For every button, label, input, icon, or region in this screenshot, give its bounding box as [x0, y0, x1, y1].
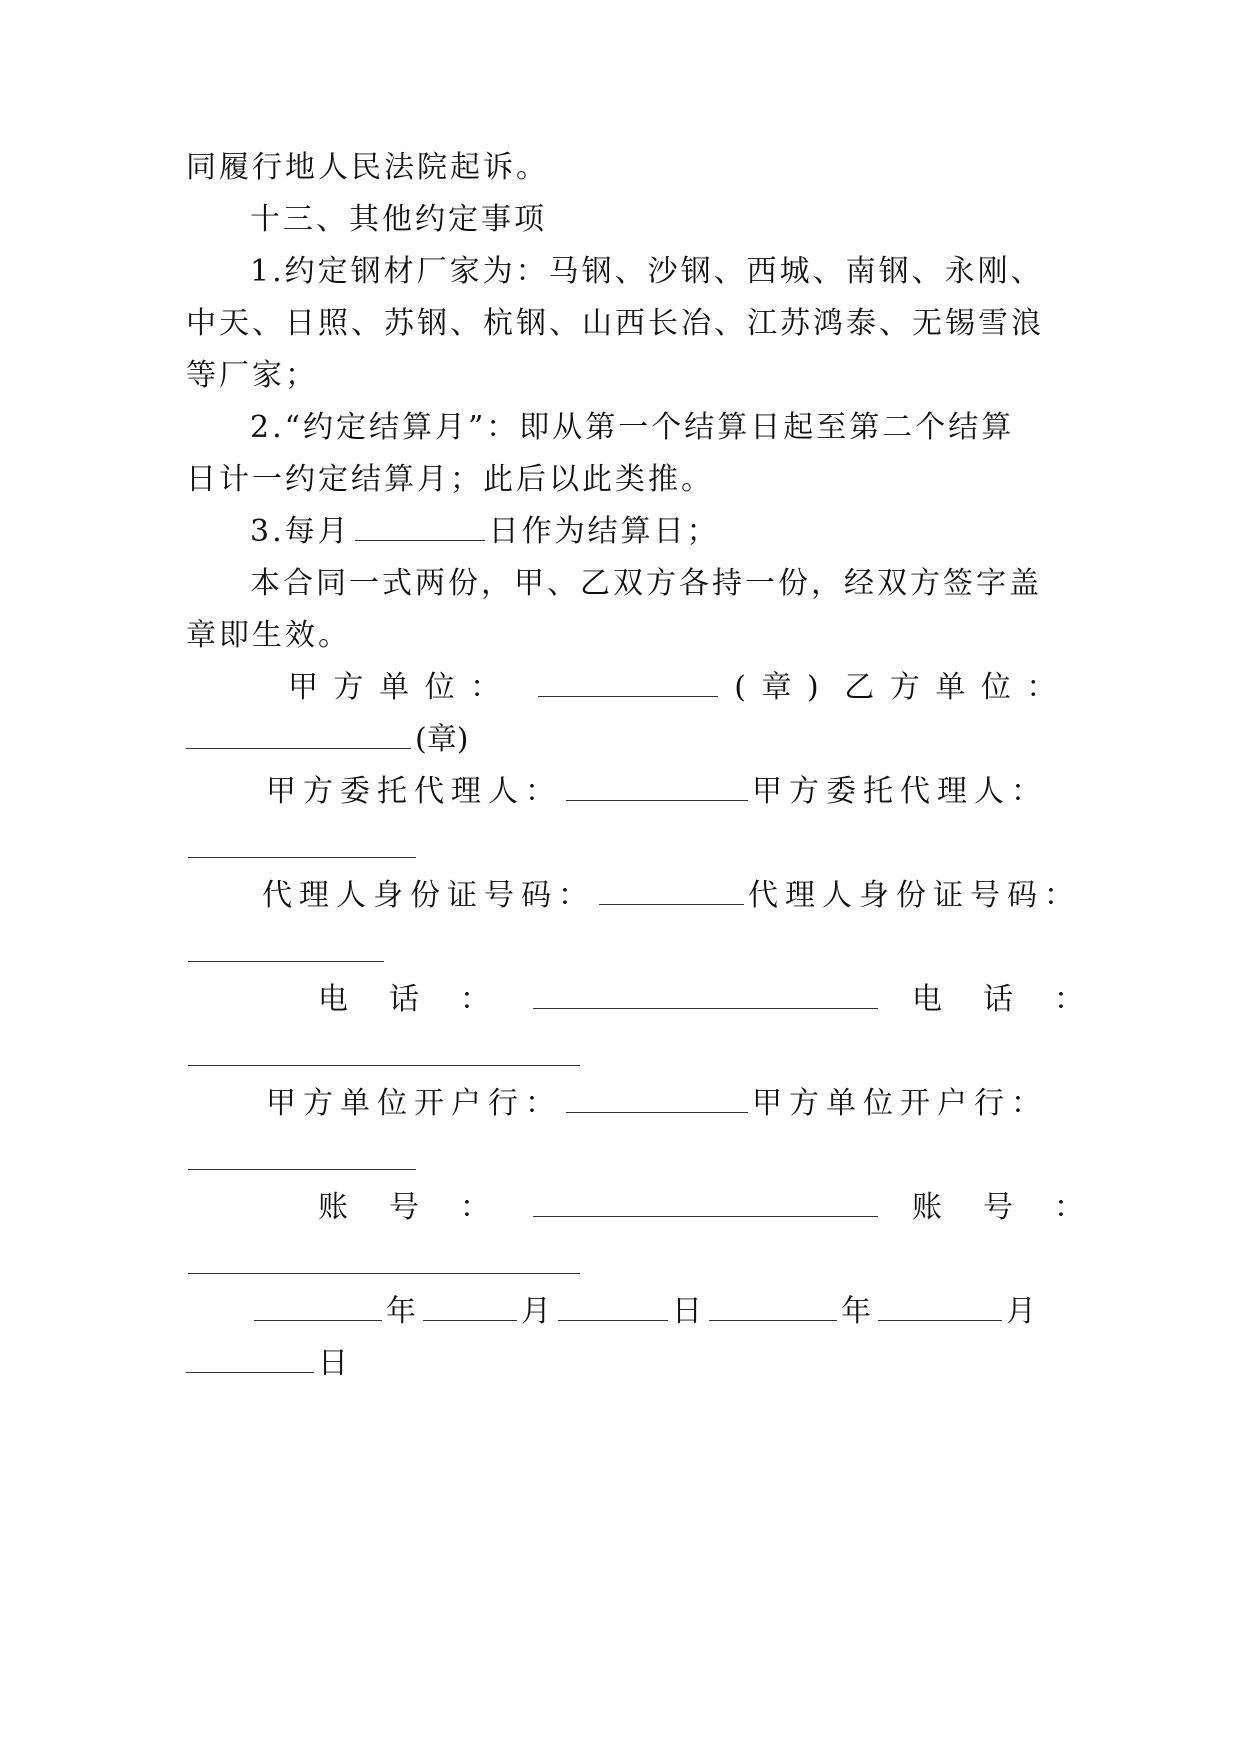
- section-heading: 十三、其他约定事项: [250, 202, 547, 237]
- month-a-blank[interactable]: [423, 1298, 517, 1321]
- day-b-blank[interactable]: [186, 1350, 314, 1373]
- text-line: 2.“约定结算月”：即从第一个结算日起至第二个结算: [250, 410, 1015, 445]
- party-a-unit-blank[interactable]: [538, 674, 718, 697]
- month-label: 月: [1006, 1294, 1039, 1329]
- account-line: [318, 1190, 1087, 1226]
- year-label: 年: [386, 1294, 419, 1329]
- agent-id-a-blank[interactable]: [599, 882, 744, 905]
- party-a-unit-label: 甲 方 单 位 ：: [288, 670, 504, 705]
- agent-line: [266, 774, 1052, 810]
- text-fragment: 3.每月: [250, 514, 351, 549]
- bank-line: [266, 1086, 1052, 1122]
- phone-b-blank[interactable]: [188, 1064, 580, 1066]
- party-unit-line: [288, 670, 1060, 706]
- text-fragment: 日作为结算日；: [488, 514, 720, 549]
- account-label-a: 账 号 ：: [318, 1190, 493, 1225]
- text-line: 日计一约定结算月；此后以此类推。: [186, 462, 714, 497]
- agent-id-label-b: 代理人身份证号码：: [748, 878, 1081, 913]
- day-label: 日: [672, 1294, 705, 1329]
- text-line: 章即生效。: [186, 618, 351, 653]
- phone-label-b: 电 话 ：: [912, 982, 1087, 1017]
- text-line: 本合同一式两份，甲、乙双方各持一份，经双方签字盖: [250, 566, 1042, 601]
- bank-a-blank[interactable]: [566, 1090, 748, 1113]
- account-b-blank[interactable]: [188, 1272, 580, 1274]
- date-line: [254, 1294, 1052, 1330]
- party-b-unit-blank[interactable]: [186, 726, 411, 749]
- agent-label-a: 甲方委托代理人：: [266, 774, 562, 809]
- seal-label: (章): [415, 722, 469, 757]
- settlement-day-blank[interactable]: [355, 518, 485, 541]
- year-a-blank[interactable]: [254, 1298, 382, 1321]
- agent-id-line: [262, 878, 1081, 914]
- text-line: 1.约定钢材厂家为：马钢、沙钢、西城、南钢、永刚、: [250, 254, 1044, 289]
- date-line-continuation: [186, 1346, 1052, 1382]
- party-b-unit-continuation: [186, 722, 1052, 758]
- agent-id-b-blank[interactable]: [188, 960, 384, 962]
- bank-b-blank[interactable]: [188, 1168, 416, 1170]
- account-a-blank[interactable]: [533, 1194, 878, 1217]
- agent-a-blank[interactable]: [566, 778, 748, 801]
- phone-label-a: 电 话 ：: [318, 982, 493, 1017]
- agent-label-b: 甲方委托代理人：: [752, 774, 1048, 809]
- phone-line: [318, 982, 1087, 1018]
- text-line: 等厂家；: [186, 358, 318, 393]
- day-a-blank[interactable]: [558, 1298, 668, 1321]
- month-b-blank[interactable]: [878, 1298, 1002, 1321]
- text-line: 同履行地人民法院起诉。: [186, 150, 549, 185]
- agent-b-blank[interactable]: [188, 856, 416, 858]
- day-label: 日: [318, 1346, 351, 1381]
- year-label: 年: [841, 1294, 874, 1329]
- text-line: 中天、日照、苏钢、杭钢、山西长冶、江苏鸿泰、无锡雪浪: [186, 306, 1044, 341]
- bank-label-a: 甲方单位开户行：: [266, 1086, 562, 1121]
- settlement-day-line: [250, 514, 1116, 550]
- party-b-unit-label: 乙 方 单 位 ：: [844, 670, 1060, 705]
- year-b-blank[interactable]: [709, 1298, 837, 1321]
- account-label-b: 账 号 ：: [912, 1190, 1087, 1225]
- bank-label-b: 甲方单位开户行：: [752, 1086, 1048, 1121]
- agent-id-label-a: 代理人身份证号码：: [262, 878, 595, 913]
- month-label: 月: [521, 1294, 554, 1329]
- phone-a-blank[interactable]: [533, 986, 878, 1009]
- seal-label: ( 章 ): [734, 670, 822, 705]
